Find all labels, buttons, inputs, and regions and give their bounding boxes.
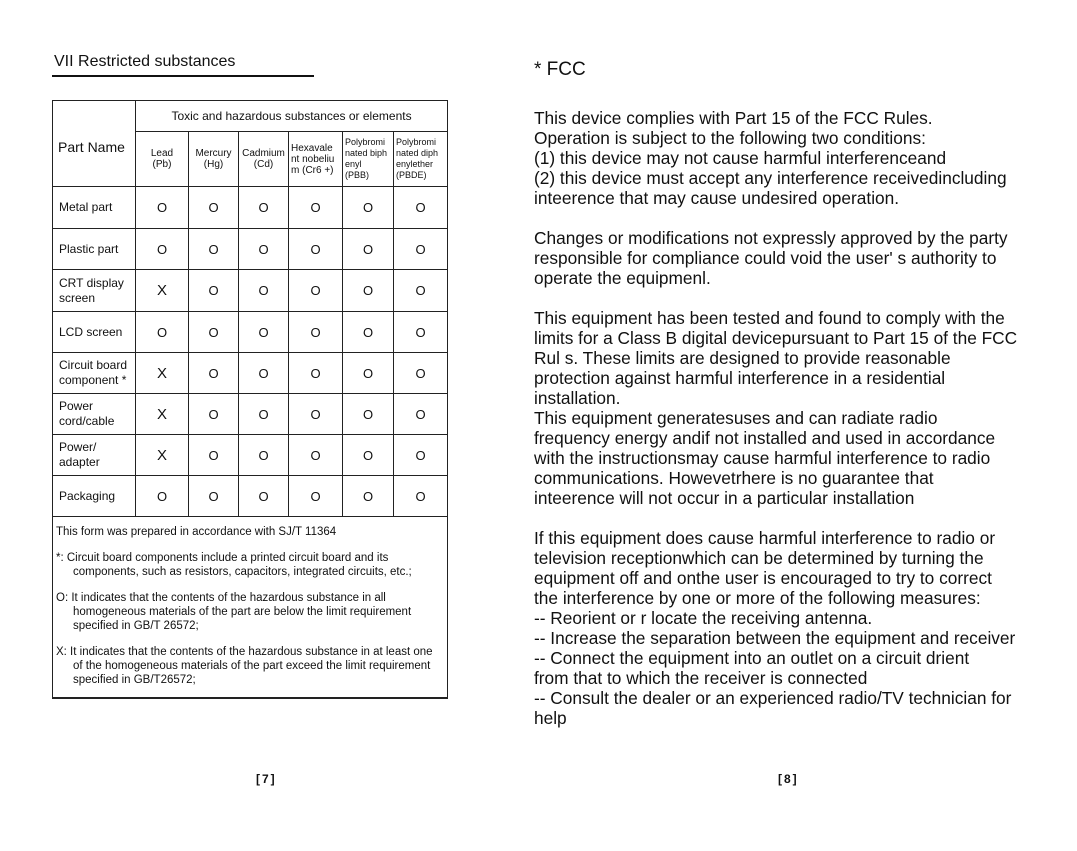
table-row bbox=[53, 476, 448, 517]
table-notes bbox=[53, 517, 448, 699]
col-pbb-header: Polybromi nated biph enyl (PBB) bbox=[343, 132, 394, 187]
note-asterisk: *: Circuit board components include a printed circuit board and its components, such as resistors, capacitors, integrated circuits, etc.; bbox=[56, 552, 412, 578]
row-part-name: Circuit board component * bbox=[53, 353, 136, 394]
fcc-title: * FCC bbox=[534, 59, 586, 80]
cell-pbde: O bbox=[394, 394, 448, 435]
row-part-name: LCD screen bbox=[53, 312, 136, 353]
table-row bbox=[53, 394, 448, 435]
fcc-paragraph-modifications: Changes or modifications not expressly approved by the party responsible for compliance could void the user' s authority to operate the equipmenl. bbox=[534, 228, 1008, 288]
cell-pbde: O bbox=[394, 353, 448, 394]
left-page bbox=[0, 0, 538, 851]
cell-lead: O bbox=[136, 187, 189, 229]
col-lead-header: Lead (Pb) bbox=[136, 132, 189, 187]
page-number-right: [8] bbox=[778, 772, 799, 786]
cell-pbde: O bbox=[394, 435, 448, 476]
substances-group-header: Toxic and hazardous substances or elements bbox=[136, 101, 448, 132]
cell-hexavalent: O bbox=[289, 353, 343, 394]
fcc-paragraph-compliance: This device complies with Part 15 of the FCC Rules. Operation is subject to the following two conditions: (1) this device may not cause harmful interferenceand (2) this device must accept any interference receivedincluding inteerence that may cause undesired operation. bbox=[534, 108, 1007, 208]
col-pbde-header: Polybromi nated diph enylether (PBDE) bbox=[394, 132, 448, 187]
cell-cadmium: O bbox=[239, 476, 289, 517]
cell-pbb: O bbox=[343, 435, 394, 476]
cell-lead: O bbox=[136, 312, 189, 353]
cell-pbde: O bbox=[394, 187, 448, 229]
cell-pbb: O bbox=[343, 476, 394, 517]
cell-cadmium: O bbox=[239, 435, 289, 476]
row-part-name: Power/ adapter bbox=[53, 435, 136, 476]
row-part-name: Plastic part bbox=[53, 229, 136, 270]
fcc-body bbox=[534, 108, 1074, 728]
cell-pbb: O bbox=[343, 229, 394, 270]
cell-lead: X bbox=[136, 353, 189, 394]
cell-hexavalent: O bbox=[289, 476, 343, 517]
title-underline bbox=[52, 75, 314, 77]
cell-lead: X bbox=[136, 435, 189, 476]
row-part-name: CRT display screen bbox=[53, 270, 136, 312]
table-row bbox=[53, 312, 448, 353]
cell-lead: X bbox=[136, 270, 189, 312]
cell-pbb: O bbox=[343, 187, 394, 229]
cell-pbde: O bbox=[394, 312, 448, 353]
cell-pbb: O bbox=[343, 394, 394, 435]
cell-mercury: O bbox=[189, 187, 239, 229]
part-name-header: Part Name bbox=[53, 101, 136, 187]
row-part-name: Metal part bbox=[53, 187, 136, 229]
cell-mercury: O bbox=[189, 476, 239, 517]
note-x-symbol: X: It indicates that the contents of the hazardous substance in at least one of the homogeneous materials of the part exceed the limit requirement specified in GB/T26572; bbox=[56, 646, 433, 686]
cell-mercury: O bbox=[189, 435, 239, 476]
row-part-name: Packaging bbox=[53, 476, 136, 517]
cell-pbde: O bbox=[394, 476, 448, 517]
cell-pbde: O bbox=[394, 270, 448, 312]
section-title: VII Restricted substances bbox=[54, 53, 236, 70]
right-page bbox=[534, 0, 1077, 851]
cell-cadmium: O bbox=[239, 312, 289, 353]
cell-pbb: O bbox=[343, 270, 394, 312]
note-o-symbol: O: It indicates that the contents of the hazardous substance in all homogeneous materials of the part are below the limit requirement specified in GB/T 26572; bbox=[56, 592, 412, 632]
cell-pbb: O bbox=[343, 312, 394, 353]
cell-hexavalent: O bbox=[289, 435, 343, 476]
cell-lead: O bbox=[136, 229, 189, 270]
cell-cadmium: O bbox=[239, 270, 289, 312]
note-standard: This form was prepared in accordance with SJ/T 11364 bbox=[56, 526, 337, 538]
cell-lead: O bbox=[136, 476, 189, 517]
cell-mercury: O bbox=[189, 229, 239, 270]
cell-hexavalent: O bbox=[289, 187, 343, 229]
table-row bbox=[53, 435, 448, 476]
col-mercury-header: Mercury (Hg) bbox=[189, 132, 239, 187]
fcc-paragraph-measures: If this equipment does cause harmful interference to radio or television receptionwhich can be determined by turning the equipment off and onthe user is encouraged to try to correct the interference by one or more of the following measures: -- Reorient or r locate the receiving antenna. -- Increase the separation between the equipment and receiver -- Connect the equipment into an outlet on a circuit drient from that to which the receiver is connected -- Consult the dealer or an experienced radio/TV technician for help bbox=[534, 528, 1016, 728]
fcc-paragraph-radio-energy: This equipment generatesuses and can radiate radio frequency energy andif not installed and used in accordance with the instructionsmay cause harmful interference to radio communications. Howevetrhere is no guarantee that inteerence will not occur in a particular installation bbox=[534, 408, 996, 508]
cell-pbb: O bbox=[343, 353, 394, 394]
cell-cadmium: O bbox=[239, 229, 289, 270]
notes-row bbox=[53, 517, 448, 699]
table-row bbox=[53, 229, 448, 270]
page-number-left: [7] bbox=[256, 772, 277, 786]
cell-hexavalent: O bbox=[289, 229, 343, 270]
cell-pbde: O bbox=[394, 229, 448, 270]
col-hexavalent-header: Hexavale nt nobeliu m (Cr6 +) bbox=[289, 132, 343, 187]
cell-lead: X bbox=[136, 394, 189, 435]
cell-mercury: O bbox=[189, 312, 239, 353]
col-cadmium-header: Cadmium (Cd) bbox=[239, 132, 289, 187]
cell-mercury: O bbox=[189, 270, 239, 312]
table-row bbox=[53, 353, 448, 394]
table-row bbox=[53, 187, 448, 229]
cell-mercury: O bbox=[189, 353, 239, 394]
row-part-name: Power cord/cable bbox=[53, 394, 136, 435]
cell-hexavalent: O bbox=[289, 394, 343, 435]
cell-mercury: O bbox=[189, 394, 239, 435]
table-row bbox=[53, 270, 448, 312]
cell-cadmium: O bbox=[239, 187, 289, 229]
restricted-substances-table bbox=[52, 100, 448, 699]
cell-cadmium: O bbox=[239, 394, 289, 435]
fcc-paragraph-class-b: This equipment has been tested and found to comply with the limits for a Class B digital devicepursuant to Part 15 of the FCC Rul s. These limits are designed to provide reasonable protection against harmful interference in a residential installation. bbox=[534, 308, 1018, 408]
cell-hexavalent: O bbox=[289, 270, 343, 312]
cell-cadmium: O bbox=[239, 353, 289, 394]
cell-hexavalent: O bbox=[289, 312, 343, 353]
